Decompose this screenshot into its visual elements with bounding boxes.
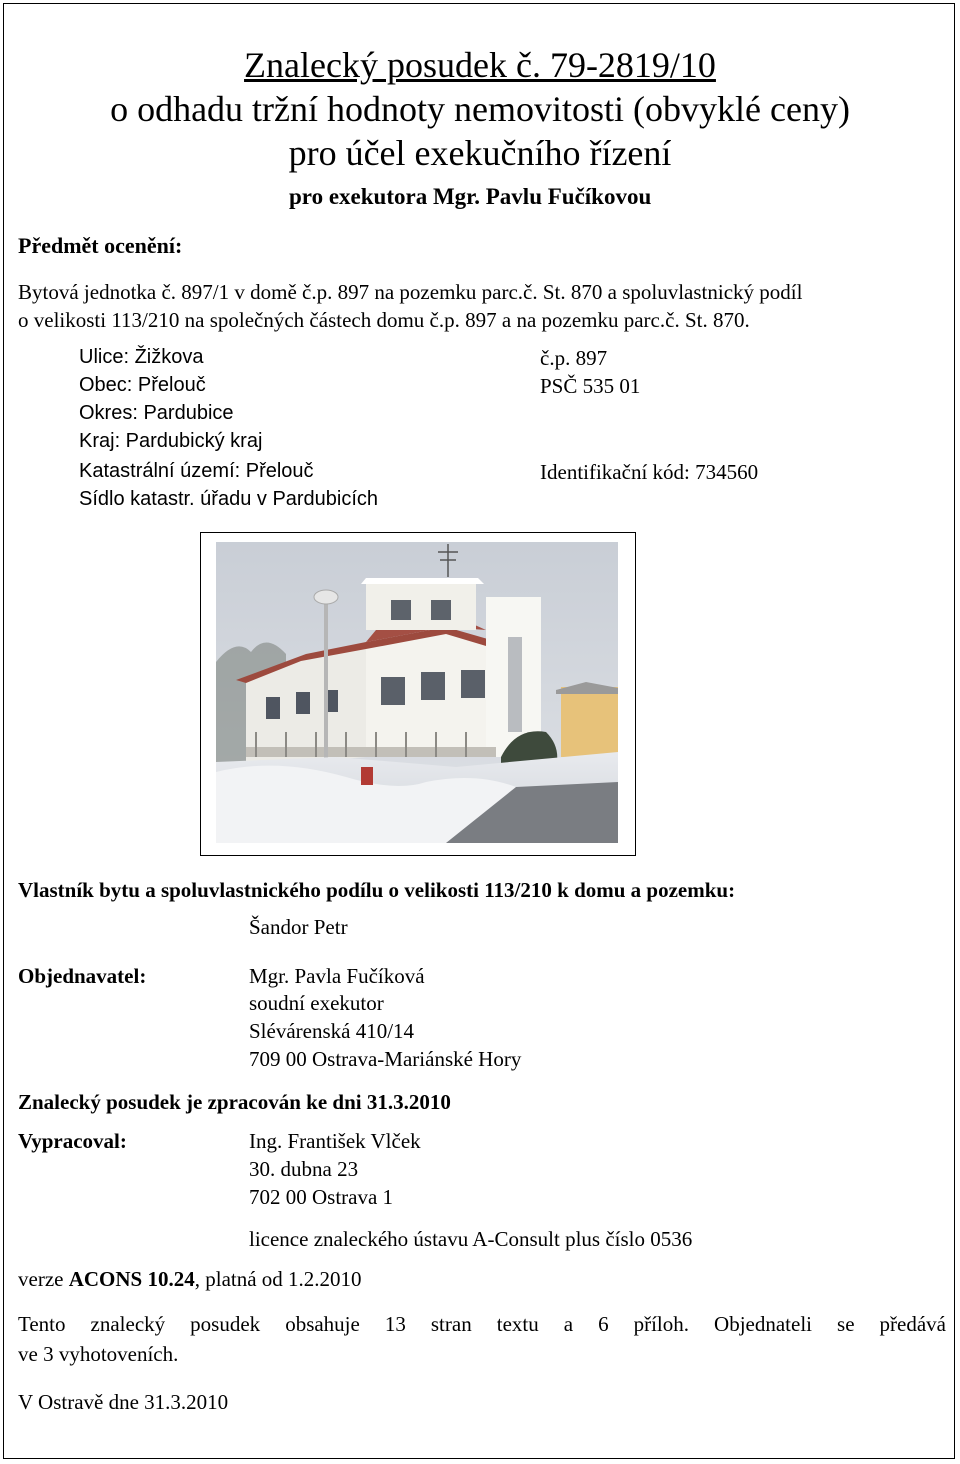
owner-name: Šandor Petr	[249, 915, 348, 939]
subject-label: Předmět ocenění:	[18, 233, 183, 258]
subject-line-1: Bytová jednotka č. 897/1 v domě č.p. 897 na pozemku parc.č. St. 870 a spoluvlastnický podíl	[18, 280, 803, 304]
address-street: Ulice: Žižkova	[79, 346, 204, 368]
contents-line-2: ve 3 vyhotoveních.	[18, 1342, 179, 1366]
address-cadastral-office: Sídlo katastr. úřadu v Pardubicích	[79, 488, 379, 510]
address-zip: PSČ 535 01	[540, 374, 641, 398]
address-district: Okres: Pardubice	[79, 402, 234, 424]
address-region: Kraj: Pardubický kraj	[79, 430, 263, 452]
author-line: 30. dubna 23	[249, 1157, 359, 1181]
contents-line-1: Tento znalecký posudek obsahuje 13 stran textu a 6 příloh. Objednateli se předává	[18, 1312, 946, 1336]
client-line: 709 00 Ostrava-Mariánské Hory	[249, 1047, 522, 1071]
house-photo	[216, 542, 618, 843]
client-label: Objednavatel:	[18, 964, 147, 988]
client-line: Slévárenská 410/14	[249, 1019, 415, 1043]
subject-line-2: o velikosti 113/210 na společných částech domu č.p. 897 a na pozemku parc.č. St. 870.	[18, 308, 750, 332]
author-line: 702 00 Ostrava 1	[249, 1185, 394, 1209]
document-subtitle: o odhadu tržní hodnoty nemovitosti (obvyklé ceny)	[110, 89, 850, 129]
owner-label: Vlastník bytu a spoluvlastnického podílu o velikosti 113/210 k domu a pozemku:	[18, 878, 736, 902]
version-suffix: , platná od 1.2.2010	[194, 1267, 362, 1291]
address-house-number: č.p. 897	[540, 346, 608, 370]
version-prefix: verze	[18, 1267, 69, 1291]
document-recipient: pro exekutora Mgr. Pavlu Fučíkovou	[289, 184, 652, 209]
client-line: Mgr. Pavla Fučíková	[249, 964, 425, 988]
processed-date: Znalecký posudek je zpracován ke dni 31.3.2010	[18, 1090, 451, 1114]
version-name: ACONS 10.24	[68, 1267, 195, 1291]
address-cadastral-area: Katastrální území: Přelouč	[79, 460, 314, 482]
client-line: soudní exekutor	[249, 991, 384, 1015]
document-purpose: pro účel exekučního řízení	[288, 133, 672, 173]
document-title: Znalecký posudek č. 79-2819/10	[244, 45, 716, 85]
place-and-date: V Ostravě dne 31.3.2010	[18, 1390, 229, 1414]
address-id-code: Identifikační kód: 734560	[540, 460, 759, 484]
software-version	[18, 1267, 362, 1292]
address-city: Obec: Přelouč	[79, 374, 206, 396]
author-label: Vypracoval:	[18, 1129, 127, 1153]
author-line: Ing. František Vlček	[249, 1129, 421, 1153]
author-license: licence znaleckého ústavu A-Consult plus číslo 0536	[249, 1227, 693, 1251]
